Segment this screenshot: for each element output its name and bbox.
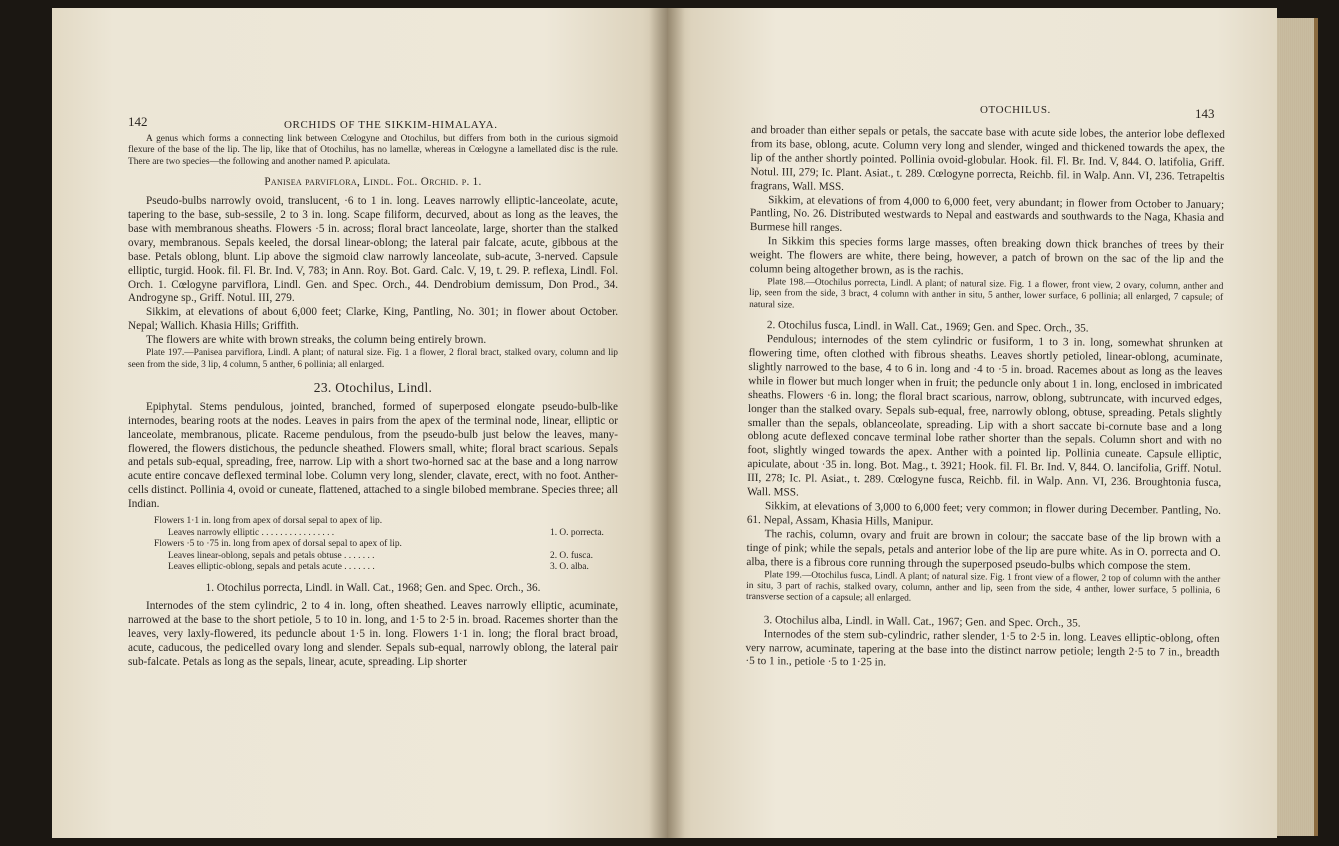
- left-page: [52, 8, 667, 838]
- species-2-note: The rachis, column, ovary and fruit are brown in colour; the saccate base of the lip brown with a tinge of pink; while the sepals, petals and anterior lobe of the lip are pure white. As in O. porrecta and O. alba, there is a fibrous core running through the superposed pseudo-bulbs which compose the stem.: [746, 527, 1221, 573]
- key-line: Flowers ·5 to ·75 in. long from apex of dorsal sepal to apex of lip.: [154, 539, 402, 550]
- key-line: Flowers 1·1 in. long from apex of dorsal sepal to apex of lip.: [154, 516, 383, 527]
- plate-198-caption: Plate 198.—Otochilus porrecta, Lindl. A plant; of natural size. Fig. 1 a flower, front view, 2 ovary, column, anther and lip, seen from the side, 3 bract, 4 column with anther in situ, 5 anther, lower surface, 6 pollinia; all enlarged, 7 capsule; of natural size.: [749, 277, 1224, 311]
- species-3-description: Internodes of the stem sub-cylindric, rather slender, 1·5 to 2·5 in. long. Leaves elliptic-oblong, often very narrow, acuminate, tapering at the base into the distinct narrow petiole; length 2·5 to 7 in., breadth ·5 to 1 in., petiole ·5 to 1·25 in.: [745, 627, 1220, 669]
- species-2-locality: Sikkim, at elevations of 3,000 to 6,000 feet; very common; in flower during December. Pantling, No. 61. Nepal, Assam, Khasia Hills, Manipur.: [746, 500, 1222, 528]
- page-number-left: 142: [128, 114, 148, 129]
- right-column: [745, 124, 1225, 674]
- species-1-description: Internodes of the stem cylindric, 2 to 4 in. long, often sheathed. Leaves narrowly elliptic, acuminate, narrowed at the base to the short petiole, 5 to 10 in. long, and 1·5 to 2·5 in. broad. Racemes shorter than the leaves, very laxly-flowered, its peduncle about 1·5 in. long. Flowers 1·1 in. long; the floral bract broad, acute, caducous, the pedicelled ovary long and slender. Sepals sub-equal, narrowly oblong, the lateral pair sub-falcate. Petals as long as the sepals, linear, acute, spreading. Lip shorter: [128, 599, 618, 668]
- species-2-heading: 2. Otochilus fusca, Lindl. in Wall. Cat., 1969; Gen. and Spec. Orch., 35.: [766, 319, 1089, 335]
- panisea-flowers: The flowers are white with brown streaks, the column being entirely brown.: [146, 334, 487, 347]
- species-1-continued: and broader than either sepals or petals, the saccate base with acute side lobes, the anterior lobe deflexed from its base, oblong, acute. Column very long and slender, winged and thickened towards the apex, the lip of the anther shortly pointed. Pollinia ovoid-globular. Hook. fil. Fl. Br. Ind. V, 844. O. latifolia, Griff. Notul. III, 279; Ic. Plant. Asiat., t. 289. Cœlogyne porrecta, Reichb. fil. in Walp. Ann. VI, 236. Tetrapeltis fragrans, Wall. MSS.: [750, 124, 1225, 193]
- species-2-description: Pendulous; internodes of the stem cylindric or fusiform, 1 to 3 in. long, somewhat shrunken at flowering time, often clothed with fibrous sheaths. Leaves shortly petioled, linear-oblong, acuminate, slightly narrowed to the base, 4 to 6 in. long and ·4 to ·5 in. broad. Racemes about as long as the leaves while in flower but much longer when in fruit; the peduncle only about 1 in. long, enclosed in imbricated sheaths. Flowers ·6 in. long; the floral bract scarious, narrow, oblong, subtruncate, with incurved edges, longer than the stalked ovary. Sepals sub-equal, free, narrowly oblong, obtuse, spreading. Petals slightly smaller than the sepals, oblanceolate, spreading. Lip with a short saccate bi-cornute base and a long oblong acute deflexed concave terminal lobe rather shorter than the sepals. Column short and with no foot, slightly winged towards the apex. Anther with a pointed lip. Pollinia cuneate. Capsule elliptic, apiculate, about ·35 in. long. Bot. Mag., t. 3921; Hook. fil. Fl. Br. Ind. V, 844. O. lancifolia, Griff. Notul. III, 278; Ic. Pl. Asiat., t. 289. Cœlogyne fusca, Reichb. fil. in Walp. Ann. VI, 236. Broughtonia fusca, Wall. MSS.: [747, 333, 1223, 499]
- key-line: Leaves linear-oblong, sepals and petals obtuse . . . . . . . 2. O. fusca.: [168, 550, 593, 561]
- genus-heading: 23. Otochilus, Lindl.: [313, 379, 433, 395]
- species-key: [154, 516, 618, 574]
- left-column: [128, 134, 618, 669]
- species-3-heading: 3. Otochilus alba, Lindl. in Wall. Cat., 1967; Gen. and Spec. Orch., 35.: [763, 613, 1081, 630]
- open-book: [52, 8, 1314, 838]
- species-1-heading: 1. Otochilus porrecta, Lindl. in Wall. Cat., 1968; Gen. and Spec. Orch., 36.: [205, 582, 541, 595]
- species-1-note: In Sikkim this species forms large masses, often breaking down thick branches of trees by their weight. The flowers are white, there being, however, a patch of brown on the sac of the lip and the column being altogether brown, as is the rachis.: [749, 235, 1224, 278]
- species-1-locality: Sikkim, at elevations of from 4,000 to 6,000 feet, very abundant; in flower from October to January; Pantling, No. 26. Distributed westwards to Nepal and eastwards and southwards to the Naga, Khasia and Burmese hill ranges.: [749, 193, 1225, 235]
- plate-199-caption: Plate 199.—Otochilus fusca, Lindl. A plant; of natural size. Fig. 1 front view of a flower, 2 top of column with the anther in situ, 3 part of rachis, stalked ovary, column, anther and lip, seen from the side, 4 anther, lower surface, 5 pollinia, 6 transverse section of a capsule; all enlarged.: [745, 569, 1221, 605]
- page-number-right: 143: [1195, 106, 1215, 121]
- genus-description: Epiphytal. Stems pendulous, jointed, branched, formed of superposed elongate pseudo-bulb-like internodes, bearing roots at the nodes. Leaves in pairs from the apex of the terminal node, linear, elliptic or lanceolate, membranous, plicate. Raceme pendulous, from the pseudo-bulb just below the leaves, many-flowered, the flowers distichous, the peduncle sheathed. Flowers small, white; floral bract scarious. Sepals and petals sub-equal, spreading, free, narrow. Lip with a short two-horned sac at the base and a long narrow acute entire concave deflexed terminal lobe. Column very long, slender, clavate, erect, with no foot. Anther-cells distinct. Pollinia 4, ovoid or cuneate, flattened, attached to a single bilobed membrane. Species three; all Indian.: [128, 400, 618, 511]
- key-line: Leaves narrowly elliptic . . . . . . . . . . . . . . . . 1. O. porrecta.: [168, 527, 604, 538]
- panisea-heading: Panisea parviflora, Lindl. Fol. Orchid. p. 1.: [264, 176, 482, 189]
- plate-197-caption: Plate 197.—Panisea parviflora, Lindl. A plant; of natural size. Fig. 1 a flower, 2 floral bract, stalked ovary, column and lip seen from the side, 3 lip, 4 column, 5 anther, 6 pollinia; all enlarged.: [128, 348, 618, 370]
- running-head-right: OTOCHILUS.: [980, 104, 1051, 116]
- key-line: Leaves elliptic-oblong, sepals and petals acute . . . . . . . 3. O. alba.: [168, 562, 589, 573]
- running-head-left: ORCHIDS OF THE SIKKIM-HIMALAYA.: [284, 119, 498, 131]
- page-edges: [1277, 18, 1318, 836]
- book-spine: [649, 8, 685, 838]
- genus-intro: A genus which forms a connecting link between Cœlogyne and Otochilus, but differs from both in the curious sigmoid flexure of the base of the lip. The lip, like that of Otochilus, has no lamellæ, whereas in Cœlogyne a lamellated disc is the rule. There are two species—the following and another named P. apiculata.: [128, 134, 618, 167]
- panisea-description: Pseudo-bulbs narrowly ovoid, translucent, ·6 to 1 in. long. Leaves narrowly elliptic-lanceolate, acute, tapering to the base, sub-sessile, 2 to 3 in. long. Scape filiform, decurved, about as long as the leaves, the base with membranous sheaths. Flowers ·5 in. across; floral bract lanceolate, large, shorter than the stalked ovary, membranous. Sepals keeled, the dorsal linear-oblong; the lateral pair falcate, acute, gibbous at the base. Petals oblong, blunt. Lip above the sigmoid claw narrowly lanceolate, sub-acute, 3-nerved. Capsule elliptic, turgid. Hook. fil. Fl. Br. Ind. V, 783; in Ann. Roy. Bot. Gard. Calc. V, 19, t. 29. P. reflexa, Lindl. Fol. Orch. 1. Cœlogyne parviflora, Lindl. Gen. and Spec. Orch., 44. Dendrobium demissum, Don Prod., 34. Androgyne sp., Griff. Notul. III, 279.: [128, 195, 618, 305]
- panisea-locality: Sikkim, at elevations of about 6,000 feet; Clarke, King, Pantling, No. 301; in flower about October. Nepal; Wallich. Khasia Hills; Griffith.: [128, 306, 618, 333]
